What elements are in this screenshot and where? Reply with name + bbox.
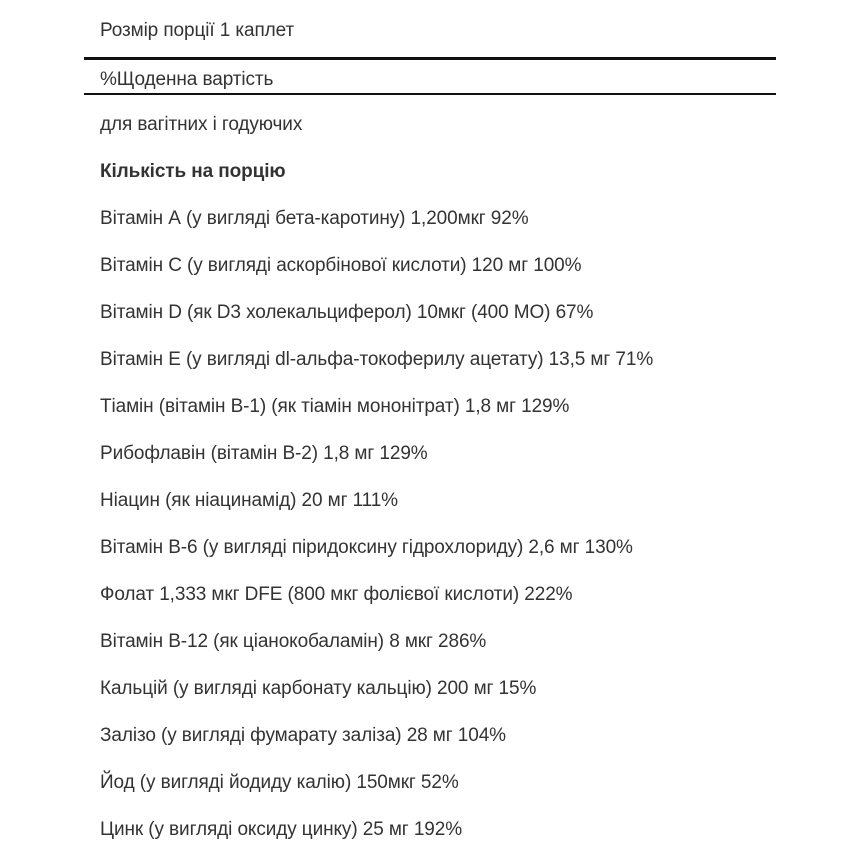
supplement-facts-panel: [84, 0, 776, 842]
nutrient-row-folate: Фолат 1,333 мкг DFE (800 мкг фолієвої кислоти) 222%: [100, 584, 573, 605]
daily-value-header: %Щоденна вартість: [84, 60, 776, 95]
nutrient-row-vitamin-d: Вітамін D (як D3 холекальциферол) 10мкг (400 МО) 67%: [100, 302, 594, 323]
nutrient-row-vitamin-e: Вітамін Е (у вигляді dl-альфа-токоферилу ацетату) 13,5 мг 71%: [100, 349, 654, 370]
nutrient-row-vitamin-b6: Вітамін В-6 (у вигляді піридоксину гідрохлориду) 2,6 мг 130%: [100, 537, 633, 558]
nutrient-row-vitamin-c: Вітамін С (у вигляді аскорбінової кислоти) 120 мг 100%: [100, 255, 582, 276]
nutrient-row-vitamin-b12: Вітамін В-12 (як ціанокобаламін) 8 мкг 286%: [100, 631, 487, 652]
nutrient-row-zinc: Цинк (у вигляді оксиду цинку) 25 мг 192%: [100, 819, 463, 840]
nutrient-row-riboflavin: Рибофлавін (вітамін В-2) 1,8 мг 129%: [100, 443, 428, 464]
nutrient-row-niacin: Ніацин (як ніацинамід) 20 мг 111%: [100, 490, 398, 511]
audience-note: для вагітних і годуючих: [100, 114, 303, 135]
nutrient-row-iodine: Йод (у вигляді йодиду калію) 150мкг 52%: [100, 772, 459, 793]
serving-size: Розмір порції 1 каплет: [84, 0, 776, 60]
nutrient-row-thiamin: Тіамін (вітамін В-1) (як тіамін мононітрат) 1,8 мг 129%: [100, 396, 570, 417]
nutrient-row-vitamin-a: Вітамін А (у вигляді бета-каротину) 1,200мкг 92%: [100, 208, 529, 229]
nutrient-row-calcium: Кальцій (у вигляді карбонату кальцію) 200 мг 15%: [100, 678, 537, 699]
amount-per-serving-header: Кількість на порцію: [100, 161, 286, 182]
nutrient-row-iron: Залізо (у вигляді фумарату заліза) 28 мг 104%: [100, 725, 506, 746]
